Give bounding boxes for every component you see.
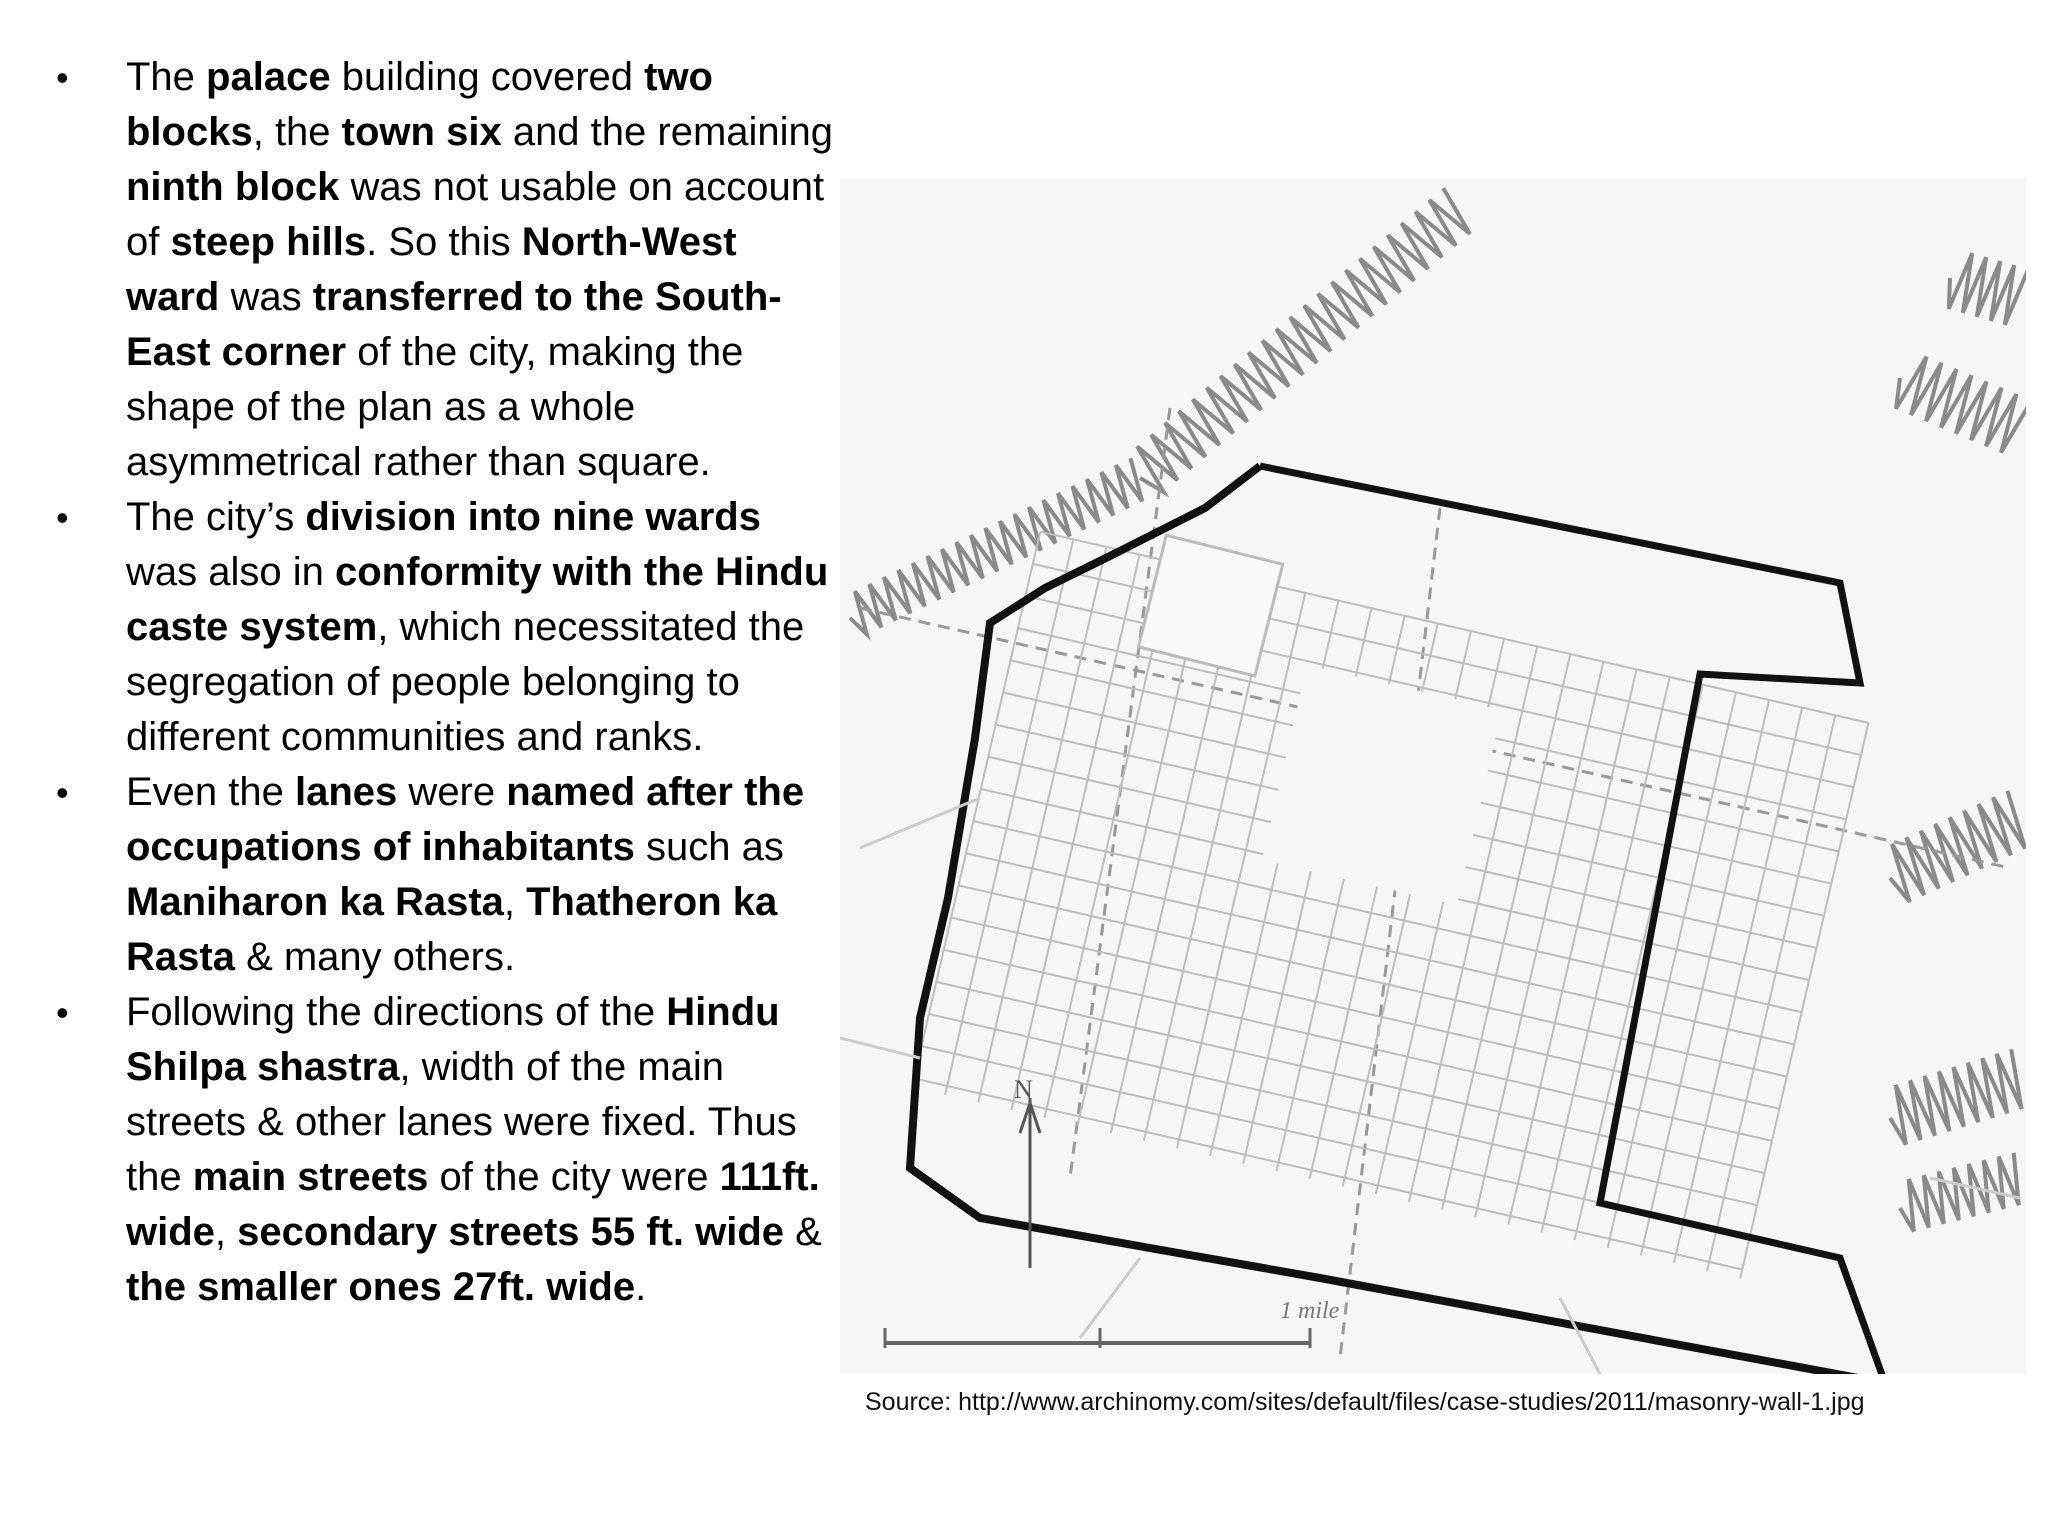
- north-arrow: [1014, 1075, 1040, 1268]
- bold-text: 111ft. wide: [126, 1155, 820, 1254]
- text-run: were: [397, 770, 507, 814]
- bold-text: town six: [341, 110, 502, 154]
- text-run: , the: [252, 110, 342, 154]
- text-run: , which necessitated the segregation of people belonging to different communities and ranks.: [126, 605, 805, 759]
- text-run: . So this: [366, 220, 522, 264]
- bold-text: main streets: [192, 1155, 429, 1199]
- text-run: of the city were: [428, 1155, 720, 1199]
- bullet-dot-icon: •: [56, 497, 69, 538]
- text-run: Following the directions of the: [126, 990, 667, 1034]
- text-run: The city’s: [126, 495, 306, 539]
- bold-text: palace: [206, 55, 331, 99]
- bold-text: the smaller ones 27ft. wide: [126, 1265, 636, 1309]
- bold-text: Thatheron ka Rasta: [126, 880, 778, 979]
- text-run: building covered: [330, 55, 645, 99]
- bold-text: named after the occupations of inhabitants: [126, 770, 805, 869]
- text-run: .: [635, 1265, 647, 1309]
- text-run: ,: [503, 880, 527, 924]
- text-run: The: [126, 55, 207, 99]
- scale-bar: [885, 1298, 1340, 1348]
- bold-text: secondary streets 55 ft. wide: [237, 1210, 785, 1254]
- street-grid: [912, 532, 1868, 1279]
- bullet-item: [40, 985, 840, 1315]
- bullet-item: [40, 765, 840, 985]
- bullet-item: [40, 50, 840, 490]
- text-run: Even the: [126, 770, 296, 814]
- bold-text: Hindu Shilpa shastra: [126, 990, 780, 1089]
- scale-label: 1 mile: [1280, 1298, 1340, 1324]
- bold-text: North-West ward: [126, 220, 737, 319]
- bold-text: division into nine wards: [305, 495, 761, 539]
- text-run: & many others.: [234, 935, 516, 979]
- text-run: of the city, making the shape of the plan as a whole asymmetrical rather than square.: [126, 330, 744, 484]
- bullet-dot-icon: •: [56, 57, 69, 98]
- bold-text: conformity with the Hindu caste system: [126, 550, 829, 649]
- bullet-list: [40, 50, 840, 1315]
- bold-text: transferred to the South-East corner: [126, 275, 782, 374]
- text-run: was: [219, 275, 313, 319]
- bold-text: lanes: [295, 770, 398, 814]
- bullet-dot-icon: •: [56, 772, 69, 813]
- north-label: N: [1014, 1075, 1033, 1104]
- text-run: was also in: [126, 550, 335, 594]
- bold-text: two blocks: [126, 55, 713, 154]
- bullet-item: [40, 490, 840, 765]
- text-run: ,: [214, 1210, 238, 1254]
- bold-text: ninth block: [126, 165, 340, 209]
- city-plan-drawing: [840, 178, 2026, 1374]
- text-run: was not usable on account of: [126, 165, 825, 264]
- city-plan-map: [840, 178, 2026, 1374]
- bullet-dot-icon: •: [56, 992, 69, 1033]
- text-run: &: [784, 1210, 822, 1254]
- text-run: such as: [634, 825, 784, 869]
- central-enclosure: [1138, 535, 1282, 676]
- bold-text: Maniharon ka Rasta: [126, 880, 504, 924]
- text-run: , width of the main streets & other lanes were fixed. Thus the: [126, 1045, 797, 1199]
- text-run: and the remaining: [501, 110, 834, 154]
- bold-text: steep hills: [170, 220, 367, 264]
- source-caption: Source: http://www.archinomy.com/sites/default/files/case-studies/2011/masonry-wall-1.jpg: [865, 1388, 1865, 1416]
- city-wall: [1260, 466, 1885, 1374]
